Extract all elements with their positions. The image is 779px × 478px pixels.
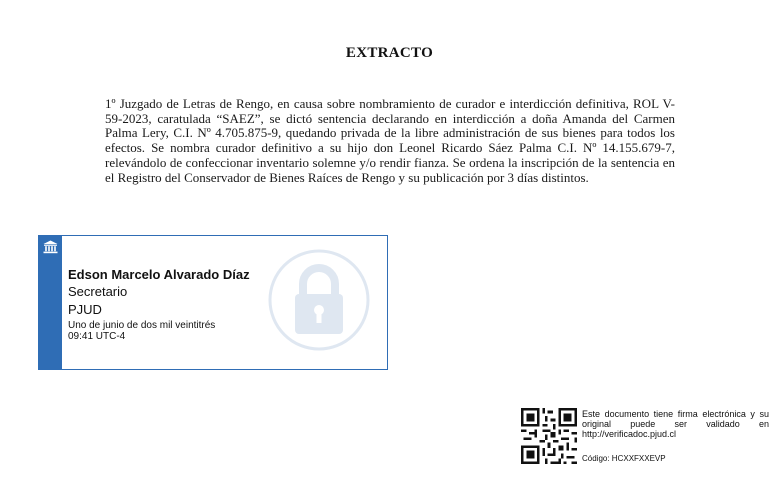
signer-name: Edson Marcelo Alvarado Díaz — [68, 267, 250, 282]
document-title: EXTRACTO — [345, 45, 434, 61]
extract-body: 1º Juzgado de Letras de Rengo, en causa sobre nombramiento de curador e interdicción definitiva, ROL V-59-2023, caratulada “SAEZ”, se dictó sentencia declarando en interdicción a doña Amanda del Carmen Palma Lery, C.I. Nº 4.705.875-9, quedando privada de la libre administración de sus bienes para todos los efectos. Se nombra curador definitivo a su hijo don Leonel Ricardo Sáez Palma C.I. Nº 14.155.679-7, relevándolo de confeccionar inventario solemne y/o rendir fianza. Se ordena la inscripción de la sentencia en el Registro del Conservador de Bienes Raíces de Rengo y su publicación por 3 días distintos. — [105, 96, 675, 185]
signature-block — [38, 235, 388, 370]
verification-text: Este documento tiene firma electrónica y su original puede ser validado en http://verificadoc.pjud.cl — [582, 409, 769, 439]
verification-code: Código: HCXXFXXEVP — [582, 454, 666, 463]
signer-role: Secretario — [68, 284, 128, 299]
lock-icon — [267, 248, 371, 352]
signature-date: Uno de junio de dos mil veintitrés — [68, 320, 216, 331]
signer-organization: PJUD — [68, 302, 102, 317]
signature-stripe — [39, 236, 62, 369]
courthouse-icon — [43, 240, 58, 254]
qr-code-icon — [521, 408, 577, 464]
signature-time: 09:41 UTC-4 — [68, 331, 126, 342]
signature-datetime — [68, 320, 215, 342]
